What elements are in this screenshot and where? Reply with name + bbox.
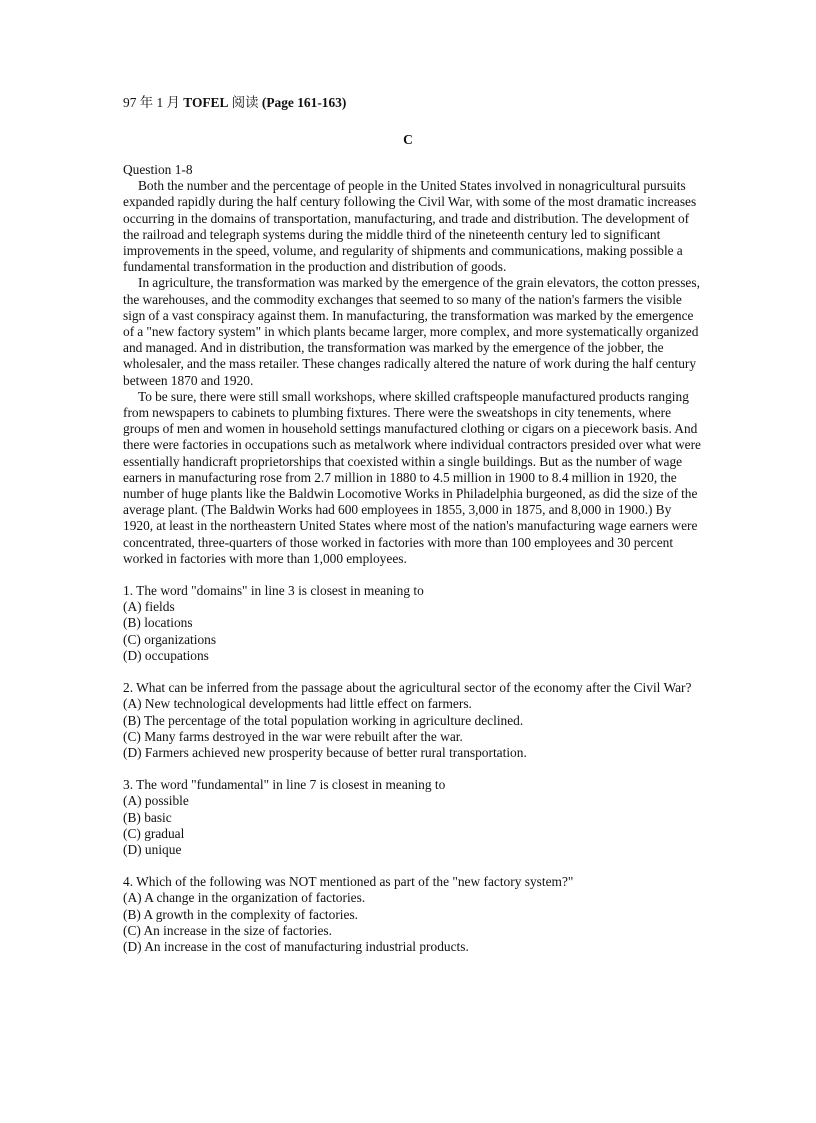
- answer-option-a: (A) A change in the organization of factories.: [123, 890, 366, 906]
- answer-option-c: (C) Many farms destroyed in the war were rebuilt after the war.: [123, 728, 463, 744]
- question-stem: 3. The word "fundamental" in line 7 is closest in meaning to: [123, 777, 446, 793]
- question-4: [123, 874, 703, 955]
- reading-passage: [123, 178, 703, 567]
- question-stem: 4. Which of the following was NOT mentioned as part of the "new factory system?": [123, 874, 574, 890]
- answer-option-a: (A) New technological developments had little effect on farmers.: [123, 696, 472, 712]
- question-3: [123, 777, 703, 858]
- answer-option-b: (B) The percentage of the total population working in agriculture declined.: [123, 712, 524, 728]
- answer-option-d: (D) occupations: [123, 647, 209, 663]
- passage-paragraph-3: To be sure, there were still small workshops, where skilled craftspeople manufactured products ranging from newspapers to cabinets to plumbing fixtures. There were the sweatshops in city tenements, where groups of men and women in household settings manufactured clothing or cigars on a piecework basis. And there were factories in occupations such as metalwork where individual contractors presided over what were essentially handicraft proprietorships that coexisted within a single buildings. But as the number of wage earners in manufacturing rose from 2.7 million in 1880 to 4.5 million in 1900 to 8.4 million in 1920, the number of huge plants like the Baldwin Locomotive Works in Philadelphia burgeoned, as did the size of the average plant. (The Baldwin Works had 600 employees in 1855, 3,000 in 1875, and 8,000 in 1900.) By 1920, at least in the northeastern United States where most of the nation's manufacturing wage earners were concentrated, three-quarters of those worked in factories with more than 100 employees and 30 percent worked in factories with more than 1,000 employees.: [123, 388, 701, 566]
- header-pages: (Page 161-163): [261, 95, 347, 110]
- header-section: 阅读: [228, 95, 262, 110]
- question-2: [123, 680, 703, 761]
- question-stem: 1. The word "domains" in line 3 is closest in meaning to: [123, 583, 424, 599]
- answer-option-a: (A) fields: [123, 599, 175, 615]
- answer-option-d: (D) unique: [123, 841, 182, 857]
- document-page: [123, 94, 703, 955]
- answer-option-c: (C) An increase in the size of factories.: [123, 922, 332, 938]
- question-1: [123, 583, 703, 664]
- answer-option-d: (D) Farmers achieved new prosperity because of better rural transportation.: [123, 744, 527, 760]
- passage-paragraph-2: In agriculture, the transformation was marked by the emergence of the grain elevators, the cotton presses, the warehouses, and the commodity exchanges that seemed to so many of the nation's farmers the visible sign of a vast conspiracy against them. In manufacturing, the transformation was marked by the emergence of a "new factory system" in which plants became larger, more complex, and more systematically organized and managed. And in distribution, the transformation was marked by the emergence of the jobber, the wholesaler, and the mass retailer. These changes radically altered the nature of work during the half century between 1870 and 1920.: [123, 275, 700, 388]
- page-header: [123, 94, 703, 112]
- answer-option-d: (D) An increase in the cost of manufacturing industrial products.: [123, 938, 469, 954]
- section-letter: C: [403, 132, 413, 147]
- header-date: 97 年 1 月: [123, 95, 184, 110]
- question-range: Question 1-8: [123, 162, 193, 177]
- answer-option-b: (B) basic: [123, 809, 172, 825]
- answer-option-c: (C) organizations: [123, 631, 217, 647]
- question-stem: 2. What can be inferred from the passage about the agricultural sector of the economy after the Civil War?: [123, 680, 692, 696]
- answer-option-c: (C) gradual: [123, 825, 185, 841]
- answer-option-b: (B) A growth in the complexity of factories.: [123, 906, 359, 922]
- header-exam: TOFEL: [183, 95, 229, 110]
- answer-option-b: (B) locations: [123, 615, 193, 631]
- passage-paragraph-1: Both the number and the percentage of people in the United States involved in nonagricultural pursuits expanded rapidly during the half century following the Civil War, with some of the most dramatic increases occurring in the domains of transportation, manufacturing, and trade and distribution. The development of the railroad and telegraph systems during the middle third of the nineteenth century led to significant improvements in the speed, volume, and regularity of shipments and communications, making possible a fundamental transformation in the production and distribution of goods.: [123, 178, 697, 275]
- answer-option-a: (A) possible: [123, 793, 189, 809]
